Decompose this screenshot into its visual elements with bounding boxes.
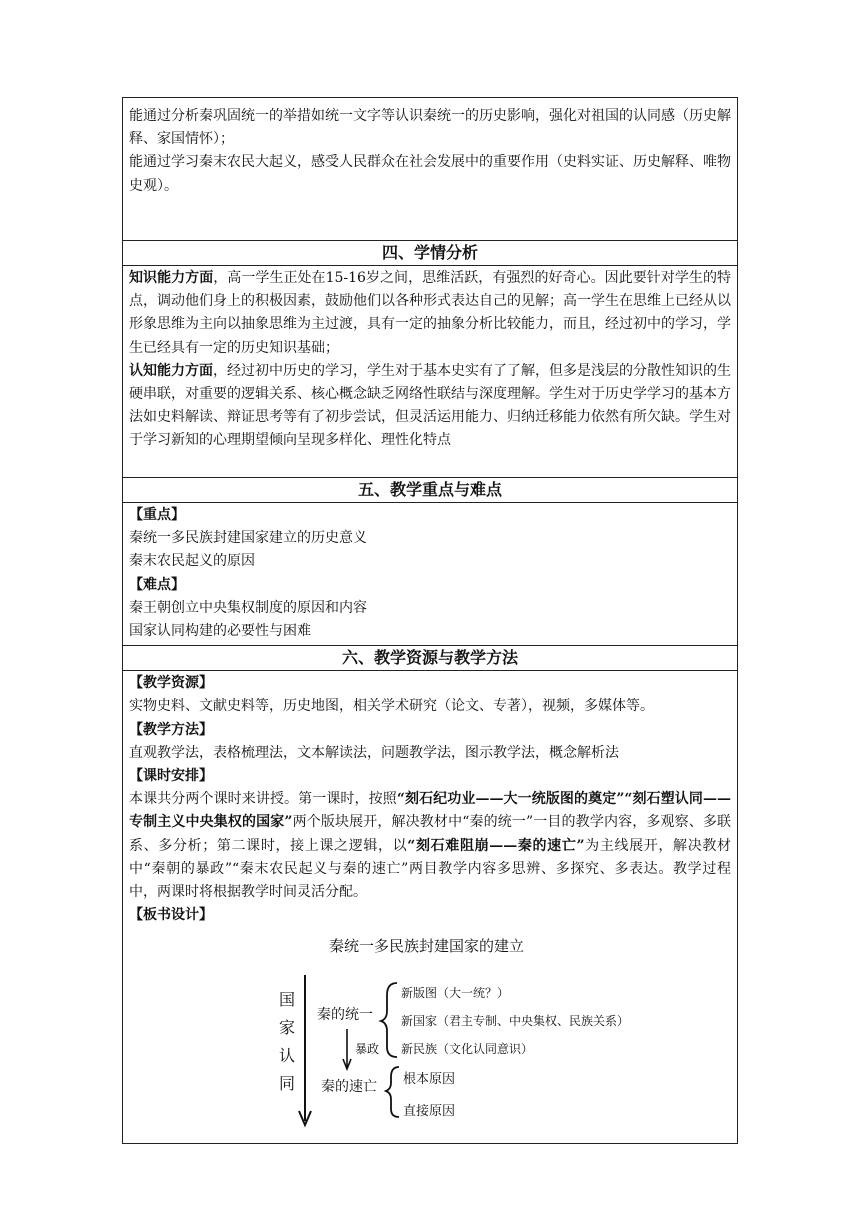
difficulties-heading: 【难点】 bbox=[129, 576, 185, 593]
board-side-char-2: 家 bbox=[279, 1018, 296, 1038]
schedule-bold-1: “刻石纪功业——大一统版图的奠定”“刻石塑认同——专制主义中央集权的国家” bbox=[129, 791, 731, 831]
resources-text: 实物史料、文献史料等，历史地图，相关学术研究（论文、专著），视频，多媒体等。 bbox=[129, 698, 654, 715]
schedule-text-2: 两个版块展开，解决教材中“秦的统一”一目的教学内容，多观察、多联系、多分析；第二课时，接上课之逻辑，以 bbox=[129, 814, 731, 854]
board-brace-2 bbox=[386, 1067, 399, 1117]
board-brace-1 bbox=[381, 983, 397, 1057]
board-new-state: 新国家（君主专制、中央集权、民族关系） bbox=[401, 1014, 630, 1029]
resources-methods-cell bbox=[123, 670, 737, 1143]
key-point-2: 秦末农民起义的原因 bbox=[129, 553, 255, 570]
goal-paragraph-2: 能通过学习秦末农民大起义，感受人民群众在社会发展中的重要作用（史料实证、历史解释、唯物史观）。 bbox=[129, 154, 731, 194]
cognitive-ability-paragraph bbox=[129, 360, 731, 453]
board-diagram bbox=[269, 931, 649, 1141]
schedule-bold-2: “刻石难阻崩——秦的速亡” bbox=[407, 837, 585, 854]
cognitive-ability-label: 认知能力方面 bbox=[129, 362, 213, 379]
learner-analysis-cell bbox=[123, 265, 737, 477]
board-side-char-3: 认 bbox=[279, 1046, 296, 1066]
board-side-char-4: 同 bbox=[279, 1074, 296, 1094]
goals-cell bbox=[123, 98, 737, 240]
knowledge-ability-paragraph bbox=[129, 267, 731, 360]
board-new-people: 新民族（文化认同意识） bbox=[401, 1042, 534, 1057]
board-qin-fall: 秦的速亡 bbox=[321, 1079, 377, 1096]
methods-text: 直观教学法，表格梳理法，文本解读法，问题教学法，图示教学法，概念解析法 bbox=[129, 744, 619, 761]
key-points-heading: 【重点】 bbox=[129, 507, 185, 523]
resources-heading: 【教学资源】 bbox=[129, 675, 213, 692]
section-5-title: 五、教学重点与难点 bbox=[123, 477, 737, 502]
board-title: 秦统一多民族封建国家的建立 bbox=[329, 937, 525, 956]
board-side-char-1: 国 bbox=[279, 990, 296, 1010]
board-design-heading: 【板书设计】 bbox=[129, 907, 213, 924]
knowledge-ability-label: 知识能力方面 bbox=[129, 270, 214, 286]
schedule-paragraph bbox=[129, 788, 731, 904]
board-direct-cause: 直接原因 bbox=[403, 1104, 456, 1120]
methods-heading: 【教学方法】 bbox=[129, 721, 213, 738]
cognitive-ability-text: ，经过初中历史的学习，学生对于基本史实有了了解，但多是浅层的分散性知识的生硬串联，对重要的逻辑关系、核心概念缺乏网络性联结与深度理解。学生对于历史学学习的基本方法如史料解读、辩证思考等有了初步尝试，但灵活运用能力、归纳迁移能力依然有所欠缺。学生对于学习新知的心理期望倾向呈现多样化、理性化特点 bbox=[129, 362, 731, 449]
schedule-heading: 【课时安排】 bbox=[129, 768, 213, 785]
section-6-title: 六、教学资源与教学方法 bbox=[123, 645, 737, 670]
key-point-1: 秦统一多民族封建国家建立的历史意义 bbox=[129, 530, 367, 547]
board-tyranny: 暴政 bbox=[355, 1042, 380, 1057]
goal-paragraph-1: 能通过分析秦巩固统一的举措如统一文字等认识秦统一的历史影响，强化对祖国的认同感（历史解释、家国情怀）； bbox=[129, 108, 731, 148]
board-design-sketch bbox=[129, 927, 731, 1141]
lesson-plan-table bbox=[122, 97, 738, 1144]
schedule-text-1: 本课共分两个课时来讲授。第一课时，按照 bbox=[129, 791, 397, 808]
key-points-cell bbox=[123, 502, 737, 645]
difficulty-2: 国家认同构建的必要性与困难 bbox=[129, 623, 311, 640]
board-qin-unify: 秦的统一 bbox=[317, 1007, 373, 1024]
section-4-title: 四、学情分析 bbox=[123, 240, 737, 265]
difficulty-1: 秦王朝创立中央集权制度的原因和内容 bbox=[129, 599, 367, 616]
board-root-cause: 根本原因 bbox=[403, 1072, 456, 1088]
knowledge-ability-text: ，高一学生正处在15-16岁之间，思维活跃，有强烈的好奇心。因此要针对学生的特点，调动他们身上的积极因素，鼓励他们以各种形式表达自己的见解；高一学生在思维上已经从以形象思维为主向以抽象思维为主过渡，具有一定的抽象分析比较能力，而且，经过初中的学习，学生已经具有一定的历史知识基础； bbox=[129, 270, 732, 356]
schedule-text-3: 为主线展开，解决教材中“秦朝的暴政”“秦末农民起义与秦的速亡”两目教学内容多思辨、多探究、多表达。教学过程中，两课时将根据教学时间灵活分配。 bbox=[129, 837, 732, 901]
board-new-territory: 新版图（大一统？） bbox=[401, 986, 510, 1001]
